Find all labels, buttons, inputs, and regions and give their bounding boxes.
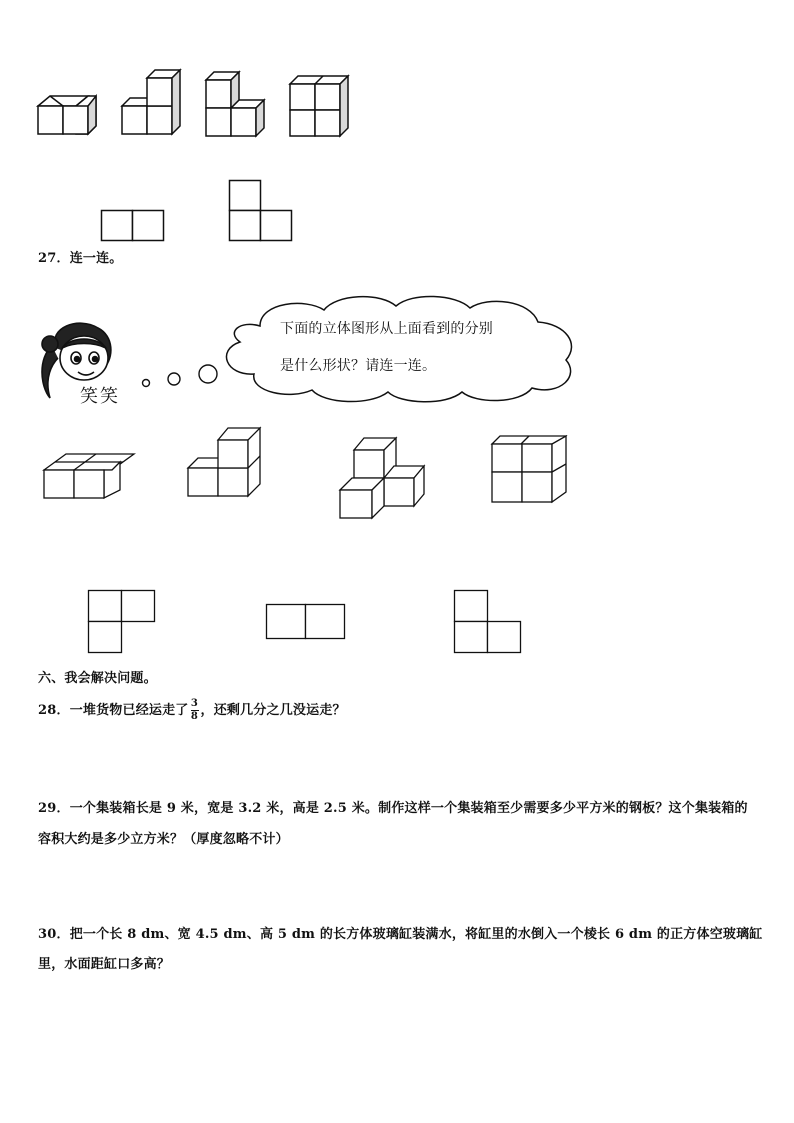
thought-dots	[138, 360, 228, 390]
top-view-l-shape	[229, 180, 293, 242]
top-solid-4	[290, 80, 354, 140]
q28-text-after: ，还剩几分之几没运走？	[200, 703, 346, 718]
bubble-line-1: 下面的立体图形从上面看到的分别	[280, 321, 493, 337]
thought-bubble-cloud	[220, 292, 582, 404]
q28-fraction	[191, 699, 199, 722]
q28-fraction-denominator: 8	[190, 711, 199, 722]
q28	[38, 699, 346, 722]
q29-number: 29．	[38, 801, 70, 816]
q27-instruction: 连一连。	[69, 251, 123, 266]
top-view-two-squares	[101, 210, 165, 242]
q27-view-1	[88, 590, 158, 654]
q27-view-3	[454, 590, 524, 654]
top-solid-2	[122, 76, 186, 138]
q28-number: 28．	[38, 703, 70, 718]
q27-view-2	[266, 604, 346, 640]
q27-solid-3	[340, 436, 426, 522]
q28-fraction-numerator: 3	[190, 698, 199, 709]
top-solid-1	[38, 94, 100, 138]
q28-text-before: 一堆货物已经运走了	[69, 703, 189, 718]
q27-solid-1	[44, 444, 124, 500]
top-solid-3	[206, 78, 270, 140]
q30-line-1	[38, 928, 763, 941]
q27-solid-2	[188, 426, 264, 500]
character-name: 笑笑	[80, 386, 120, 407]
q27-number: 27．	[38, 251, 70, 266]
q30-number: 30．	[38, 927, 70, 942]
q29-line-1	[38, 802, 748, 815]
q30-line-2: 里，水面距缸口多高？	[38, 957, 171, 972]
q29-line-2: 容积大约是多少立方米？（厚度忽略不计）	[38, 832, 289, 847]
q29-text-1: 一个集装箱长是 9 米，宽是 3.2 米，高是 2.5 米。制作这样一个集装箱至少需要多少平方米的钢板？这个集装箱的	[69, 801, 748, 816]
section-6-title: 六、我会解决问题。	[38, 671, 157, 686]
bubble-line-2: 是什么形状？请连一连。	[280, 358, 437, 374]
q30-text-1: 把一个长 8 dm、宽 4.5 dm、高 5 dm 的长方体玻璃缸装满水，将缸里的水倒入一个棱长 6 dm 的正方体空玻璃缸	[69, 927, 763, 942]
q27-heading	[38, 252, 123, 265]
q27-solid-4	[492, 434, 568, 506]
